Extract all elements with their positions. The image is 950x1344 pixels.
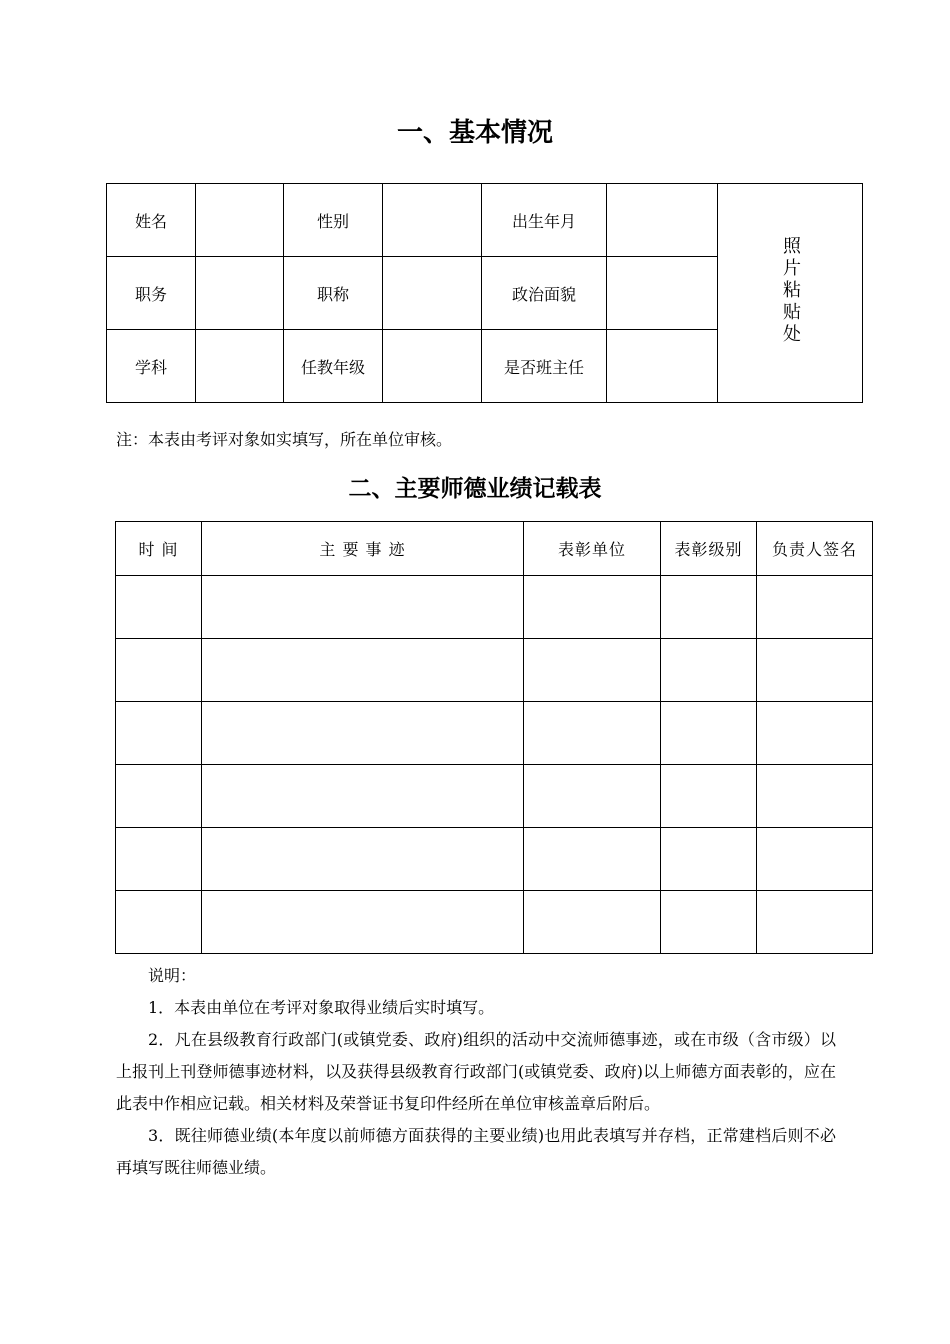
value-grade[interactable]	[383, 330, 482, 403]
cell-deeds[interactable]	[202, 639, 524, 702]
table-row	[116, 639, 873, 702]
records-header-row	[116, 522, 873, 576]
cell-level[interactable]	[661, 576, 757, 639]
records-table	[115, 521, 873, 954]
value-subject[interactable]	[196, 330, 284, 403]
cell-signature[interactable]	[757, 639, 873, 702]
value-political[interactable]	[607, 257, 718, 330]
table-row	[116, 828, 873, 891]
value-name[interactable]	[196, 184, 284, 257]
explanation-item: 1．本表由单位在考评对象取得业绩后实时填写。	[148, 998, 495, 1017]
cell-time[interactable]	[116, 891, 202, 954]
label-grade: 任教年级	[284, 330, 383, 403]
photo-label: 照片粘贴处	[780, 236, 801, 346]
cell-level[interactable]	[661, 828, 757, 891]
cell-unit[interactable]	[524, 576, 661, 639]
basic-info-table	[106, 183, 863, 403]
section1-title: 一、基本情况	[396, 118, 553, 148]
cell-signature[interactable]	[757, 828, 873, 891]
explanation-heading: 说明：	[148, 966, 197, 985]
explanation-item: 2．凡在县级教育行政部门(或镇党委、政府)组织的活动中交流师德事迹，或在市级（含市级）以上报刊上刊登师德事迹材料，以及获得县级教育行政部门(或镇党委、政府)以上师德方面表彰的，应在此表中作相应记载。相关材料及荣誉证书复印件经所在单位审核盖章后附后。	[116, 1030, 836, 1113]
explanation-item: 3．既往师德业绩(本年度以前师德方面获得的主要业绩)也用此表填写并存档，正常建档后则不必再填写既往师德业绩。	[116, 1126, 836, 1177]
table-row	[116, 891, 873, 954]
header-time: 时 间	[116, 522, 202, 576]
cell-signature[interactable]	[757, 576, 873, 639]
value-position[interactable]	[196, 257, 284, 330]
cell-unit[interactable]	[524, 639, 661, 702]
cell-level[interactable]	[661, 891, 757, 954]
cell-deeds[interactable]	[202, 702, 524, 765]
value-gender[interactable]	[383, 184, 482, 257]
label-gender: 性别	[284, 184, 383, 257]
section1-note: 注：本表由考评对象如实填写，所在单位审核。	[116, 430, 453, 449]
cell-time[interactable]	[116, 828, 202, 891]
label-position: 职务	[107, 257, 196, 330]
cell-deeds[interactable]	[202, 765, 524, 828]
table-row	[116, 702, 873, 765]
header-deeds: 主 要 事 迹	[202, 522, 524, 576]
value-headteacher[interactable]	[607, 330, 718, 403]
cell-level[interactable]	[661, 702, 757, 765]
label-subject: 学科	[107, 330, 196, 403]
cell-level[interactable]	[661, 639, 757, 702]
label-political: 政治面貌	[482, 257, 607, 330]
section2-title: 二、主要师德业绩记载表	[348, 476, 602, 502]
value-birth[interactable]	[607, 184, 718, 257]
label-title: 职称	[284, 257, 383, 330]
cell-deeds[interactable]	[202, 576, 524, 639]
cell-deeds[interactable]	[202, 828, 524, 891]
cell-signature[interactable]	[757, 891, 873, 954]
cell-time[interactable]	[116, 702, 202, 765]
cell-unit[interactable]	[524, 702, 661, 765]
cell-time[interactable]	[116, 576, 202, 639]
cell-level[interactable]	[661, 765, 757, 828]
photo-area[interactable]	[718, 184, 863, 403]
cell-unit[interactable]	[524, 891, 661, 954]
cell-deeds[interactable]	[202, 891, 524, 954]
value-title[interactable]	[383, 257, 482, 330]
table-row	[116, 576, 873, 639]
header-signature: 负责人签名	[757, 522, 873, 576]
label-name: 姓名	[107, 184, 196, 257]
cell-unit[interactable]	[524, 765, 661, 828]
cell-signature[interactable]	[757, 702, 873, 765]
cell-unit[interactable]	[524, 828, 661, 891]
cell-time[interactable]	[116, 765, 202, 828]
label-headteacher: 是否班主任	[482, 330, 607, 403]
cell-signature[interactable]	[757, 765, 873, 828]
label-birth: 出生年月	[482, 184, 607, 257]
cell-time[interactable]	[116, 639, 202, 702]
header-level: 表彰级别	[661, 522, 757, 576]
table-row	[116, 765, 873, 828]
header-unit: 表彰单位	[524, 522, 661, 576]
explanation	[116, 960, 836, 1184]
